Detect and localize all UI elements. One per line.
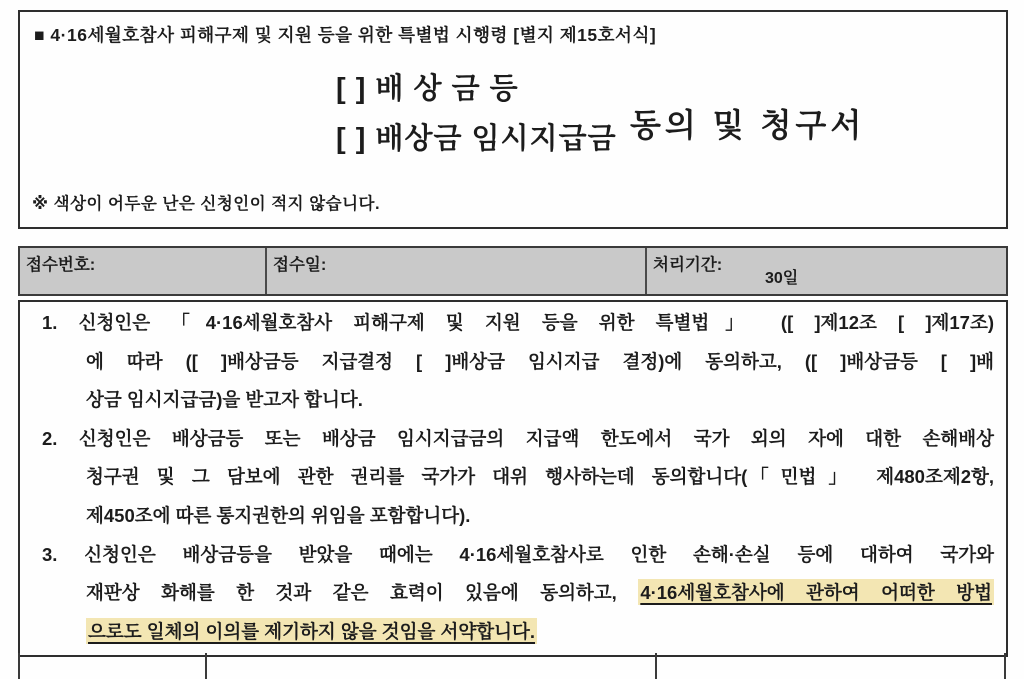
shaded-field-note: ※ 색상이 어두운 난은 신청인이 적지 않습니다. bbox=[32, 195, 381, 213]
processing-period-label: 처리기간: bbox=[653, 256, 723, 274]
document-title: 동의 및 청구서 bbox=[630, 107, 866, 143]
checkbox-option-provisional-payment: [ ] 배상금 임시지급금 bbox=[336, 123, 617, 155]
title-checkbox-options bbox=[336, 64, 617, 164]
body-line-8-text: 재판상 화해를 한 것과 같은 효력이 있음에 동의하고, bbox=[86, 582, 639, 604]
highlighted-pledge-text-start: 4·16세월호참사에 관하여 어떠한 방법 bbox=[638, 579, 994, 605]
body-line-7 bbox=[20, 536, 1006, 575]
body-line-7-text: 3. 신청인은 배상금등을 받았을 때에는 4·16세월호참사로 인한 손해·손실 등에 대하여 국가와 bbox=[42, 543, 994, 565]
body-line-1 bbox=[20, 304, 1006, 343]
next-row-divider-4 bbox=[1004, 653, 1006, 679]
body-line-3-text: 상금 임시지급금)을 받고자 합니다. bbox=[86, 389, 363, 411]
receipt-info-row bbox=[18, 246, 1008, 296]
receipt-number-cell bbox=[20, 248, 267, 294]
highlighted-pledge-text-end: 으로도 일체의 이의를 제기하지 않을 것임을 서약합니다. bbox=[86, 618, 537, 644]
body-line-8 bbox=[20, 574, 1006, 613]
next-row-divider-3 bbox=[655, 653, 657, 679]
processing-period-cell bbox=[647, 248, 1006, 294]
law-reference-header: ■ 4·16세월호참사 피해구제 및 지원 등을 위한 특별법 시행령 [별지 제15호서식] bbox=[34, 25, 657, 45]
body-line-2 bbox=[20, 343, 1006, 382]
receipt-date-label: 접수일: bbox=[273, 256, 327, 274]
declaration-body bbox=[18, 300, 1008, 657]
checkbox-option-compensation: [ ] 배 상 금 등 bbox=[336, 73, 519, 105]
receipt-number-label: 접수번호: bbox=[26, 256, 96, 274]
form-title-section bbox=[18, 10, 1008, 229]
body-line-1-text: 1. 신청인은 「4·16세월호참사 피해구제 및 지원 등을 위한 특별법」 ([ ]제12조 [ ]제17조) bbox=[42, 312, 994, 333]
body-line-9 bbox=[20, 613, 1006, 652]
body-line-2-text: 에 따라 ([ ]배상금등 지급결정 [ ]배상금 임시지급 결정)에 동의하고, ([ ]배상금등 [ ]배 bbox=[86, 350, 994, 372]
body-line-5 bbox=[20, 458, 1006, 497]
body-line-4 bbox=[20, 420, 1006, 459]
next-row-divider-1 bbox=[18, 653, 20, 679]
processing-period-value: 30일 bbox=[765, 270, 799, 287]
body-line-3 bbox=[20, 381, 1006, 420]
body-line-6-text: 제450조에 따른 통지권한의 위임을 포함합니다). bbox=[86, 504, 471, 526]
receipt-date-cell bbox=[267, 248, 647, 294]
body-line-4-text: 2. 신청인은 배상금등 또는 배상금 임시지급금의 지급액 한도에서 국가 외의 자에 대한 손해배상 bbox=[42, 427, 994, 449]
body-line-5-text: 청구권 및 그 담보에 관한 권리를 국가가 대위 행사하는데 동의합니다(「민법」 제480조제2항, bbox=[86, 466, 994, 488]
body-line-6 bbox=[20, 497, 1006, 536]
next-row-divider-2 bbox=[205, 653, 207, 679]
